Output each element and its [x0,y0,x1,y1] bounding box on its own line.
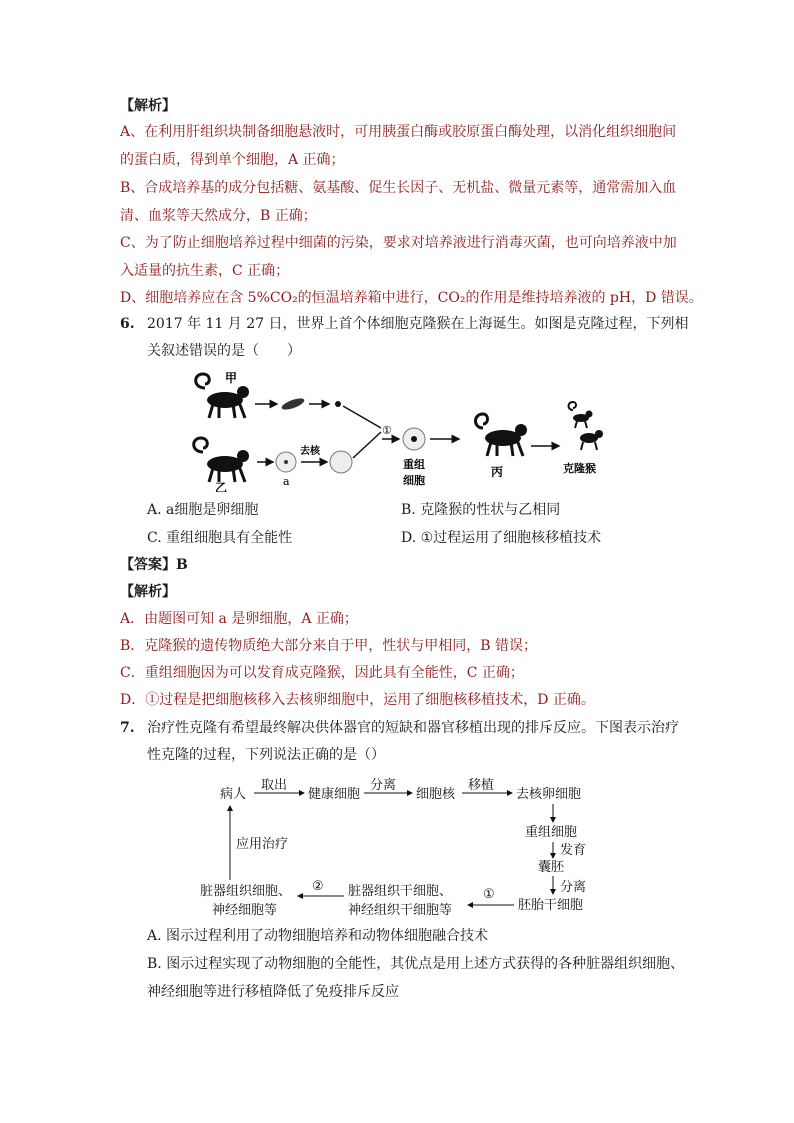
nucleus-icon [335,401,341,407]
label-chongzu2: 细胞 [403,474,425,487]
label-chongzu1: 重组 [403,458,425,471]
flow-bingren: 病人 [220,787,247,802]
q6-answer: 【答案】B [120,557,188,573]
label-jia: 甲 [225,371,238,385]
flow-step2: ② [312,879,324,894]
q5-analysis-line: C、为了防止细胞培养过程中细菌的污染，要求对培养液进行消毒灭菌，也可向培养液中加 [120,235,677,251]
q5-analysis-line: 的蛋白质，得到单个细胞，A 正确； [120,152,345,168]
q5-analysis-line: 清、血浆等天然成分，B 正确； [120,208,317,224]
flow-fenli1: 分离 [370,778,397,793]
q6-number: 6. [120,316,135,332]
label-quhe: 去核 [300,446,320,457]
q7-option-b-cont: 神经细胞等进行移植降低了免疫排斥反应 [147,984,399,1000]
label-yi: 乙 [215,481,228,492]
tissue-icon [280,396,305,412]
q7-stem-line: 性克隆的过程，下列说法正确的是（） [147,747,385,763]
monkey-bing-icon [476,414,528,456]
q7-stem-line: 治疗性克隆有希望最终解决供体器官的短缺和器官移植出现的排斥反应。下图表示治疗 [147,720,679,736]
q6-analysis-label: 【解析】 [120,584,176,600]
flow-quchu: 取出 [261,778,288,793]
flow-fenli2: 分离 [560,880,587,895]
therapeutic-cloning-flow [198,772,598,922]
flow-ganxibao1: 脏器组织干细胞、 [348,884,453,899]
q6-analysis-line: A．由题图可知 a 是卵细胞，A 正确； [120,611,358,627]
q5-analysis-line: B、合成培养基的成分包括糖、氨基酸、促生长因子、无机盐、微量元素等，通常需加入血 [120,180,677,196]
clone-monkeys-icon [569,402,604,450]
q5-analysis-line: A、在利用肝组织块制备细胞悬液时，可用胰蛋白酶或胶原蛋白酶处理，以消化组织细胞间 [120,124,677,140]
monkey-jia-icon [196,374,249,418]
flow-zuzhi2: 神经细胞等 [212,903,278,918]
flow-nangpei: 囊胚 [538,860,565,875]
q6-stem-line: 2017 年 11 月 27 日，世界上首个体细胞克隆猴在上海诞生。如图是克隆过程，下列相 [147,316,689,332]
q5-analysis-line: D、细胞培养应在含 5%CO₂的恒温培养箱中进行，CO₂的作用是维持培养液的 pH，D 错误。 [120,290,703,306]
q6-analysis-line: D．①过程是把细胞核移入去核卵细胞中，运用了细胞核移植技术，D 正确。 [120,692,595,708]
q6-option-d: D. ①过程运用了细胞核移植技术 [401,530,602,546]
cloning-process-figure [185,366,615,492]
flow-jiankang: 健康细胞 [308,787,361,802]
arrow-line [343,406,381,428]
label-a: a [283,475,290,488]
enucleated-egg-icon [330,451,352,473]
q6-analysis-line: B．克隆猴的遗传物质绝大部分来自于甲，性状与甲相同，B 错误； [120,638,538,654]
q6-option-b: B. 克隆猴的性状与乙相同 [401,502,561,518]
flow-fayu: 发育 [560,843,587,858]
flow-peitai: 胚胎干细胞 [518,898,584,913]
q7-number: 7. [120,720,135,736]
q5-analysis-label: 【解析】 [120,98,176,114]
flow-quhe-luan: 去核卵细胞 [516,787,582,802]
flow-yizhi: 移植 [468,778,495,793]
q7-option-a: A. 图示过程利用了动物细胞培养和动物体细胞融合技术 [147,928,489,944]
flow-ganxibao2: 神经组织干细胞等 [348,903,453,918]
label-kelonghou: 克隆猴 [563,462,596,475]
q6-option-a: A. a细胞是卵细胞 [147,502,259,518]
q6-option-c: C. 重组细胞具有全能性 [147,530,293,546]
monkey-yi-icon [194,438,249,482]
label-step1: ① [382,424,392,437]
flow-step1: ① [483,887,495,902]
q6-stem-line: 关叙述错误的是（ ） [147,343,301,359]
flow-xibaohe: 细胞核 [416,787,456,802]
flow-chongzu: 重组细胞 [525,825,578,840]
q5-analysis-line: 入适量的抗生素，C 正确； [120,263,290,279]
q6-analysis-line: C．重组细胞因为可以发育成克隆猴，因此具有全能性，C 正确； [120,665,524,681]
label-bing: 丙 [491,465,504,479]
flow-yingyong: 应用治疗 [236,837,289,852]
q7-option-b: B. 图示过程实现了动物细胞的全能性，其优点是用上述方式获得的各种脏器组织细胞、 [147,956,685,972]
arrow-line [353,432,381,458]
flow-zuzhi1: 脏器组织细胞、 [200,884,292,899]
